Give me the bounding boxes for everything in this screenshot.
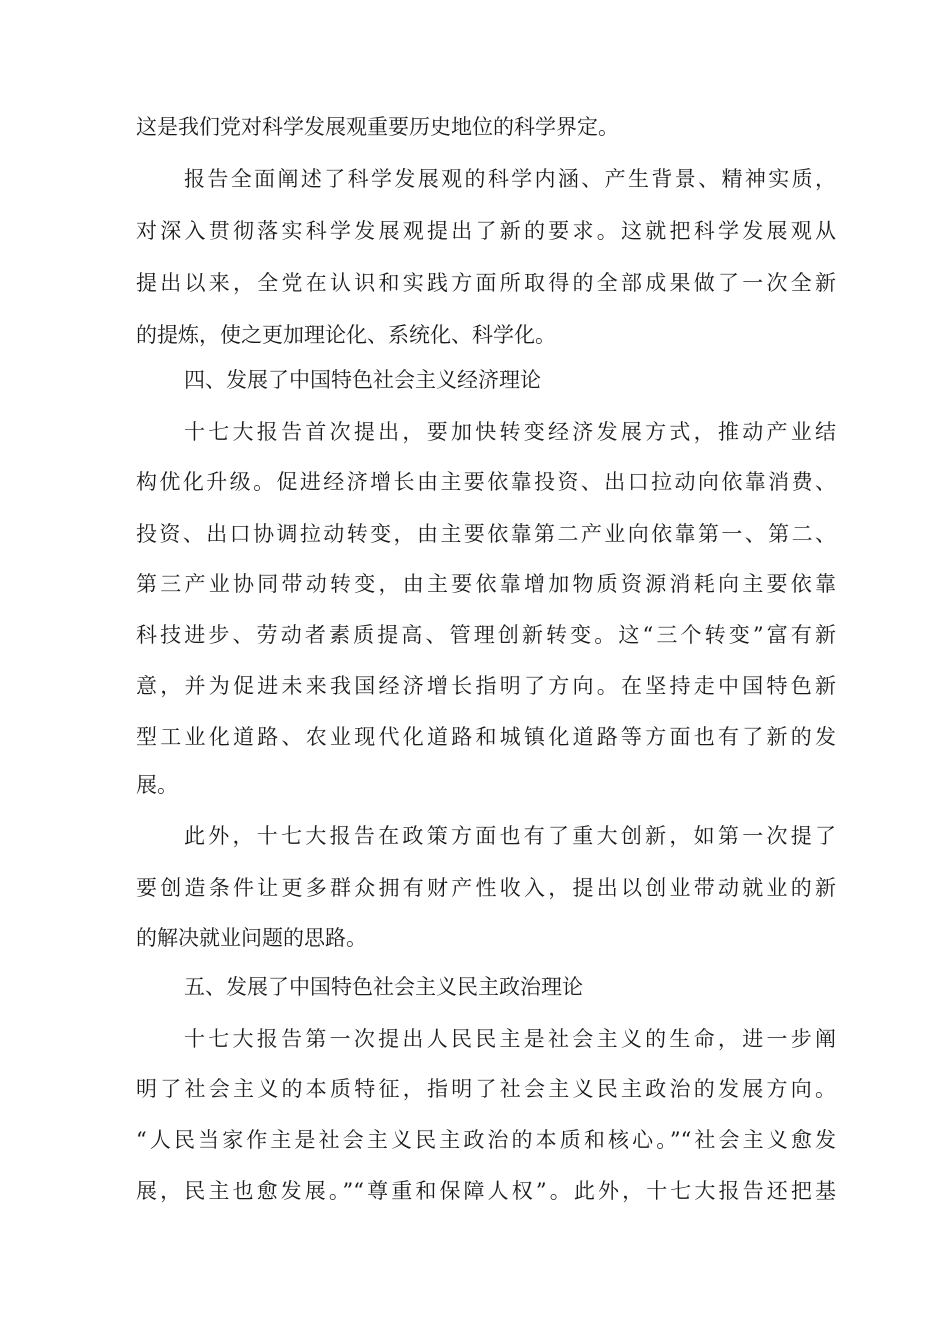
text-line: 第三产业协同带动转变，由主要依靠增加物质资源消耗向主要依靠 <box>136 572 836 596</box>
text-line: 构优化升级。促进经济增长由主要依靠投资、出口拉动向依靠消费、 <box>136 470 836 494</box>
text-line: 型工业化道路、农业现代化道路和城镇化道路等方面也有了新的发 <box>136 725 836 749</box>
text-line: 的解决就业问题的思路。 <box>136 926 367 950</box>
text-line: 提出以来，全党在认识和实践方面所取得的全部成果做了一次全新 <box>136 271 836 295</box>
text-line: 这是我们党对科学发展观重要历史地位的科学界定。 <box>136 115 619 139</box>
text-line: 意，并为促进未来我国经济增长指明了方向。在坚持走中国特色新 <box>136 674 836 698</box>
section-heading: 四、发展了中国特色社会主义经济理论 <box>184 368 541 392</box>
paragraph-first-line: 十七大报告第一次提出人民民主是社会主义的生命，进一步阐 <box>184 1027 836 1051</box>
paragraph-first-line: 报告全面阐述了科学发展观的科学内涵、产生背景、精神实质， <box>184 167 836 191</box>
text-line: 的提炼，使之更加理论化、系统化、科学化。 <box>136 323 556 347</box>
text-line: 展，民主也愈发展。”“尊重和保障人权”。此外，十七大报告还把基 <box>136 1179 836 1203</box>
text-line: 科技进步、劳动者素质提高、管理创新转变。这“三个转变”富有新 <box>136 623 836 647</box>
text-line: 对深入贯彻落实科学发展观提出了新的要求。这就把科学发展观从 <box>136 219 836 243</box>
section-heading: 五、发展了中国特色社会主义民主政治理论 <box>184 975 583 999</box>
text-line: 明了社会主义的本质特征，指明了社会主义民主政治的发展方向。 <box>136 1077 836 1101</box>
paragraph-first-line: 此外，十七大报告在政策方面也有了重大创新，如第一次提了 <box>184 824 836 848</box>
text-line: 要创造条件让更多群众拥有财产性收入，提出以创业带动就业的新 <box>136 876 836 900</box>
text-line: 投资、出口协调拉动转变，由主要依靠第二产业向依靠第一、第二、 <box>136 522 836 546</box>
text-line: 展。 <box>136 773 178 797</box>
paragraph-first-line: 十七大报告首次提出，要加快转变经济发展方式，推动产业结 <box>184 420 836 444</box>
text-line: “人民当家作主是社会主义民主政治的本质和核心。”“社会主义愈发 <box>136 1128 836 1152</box>
